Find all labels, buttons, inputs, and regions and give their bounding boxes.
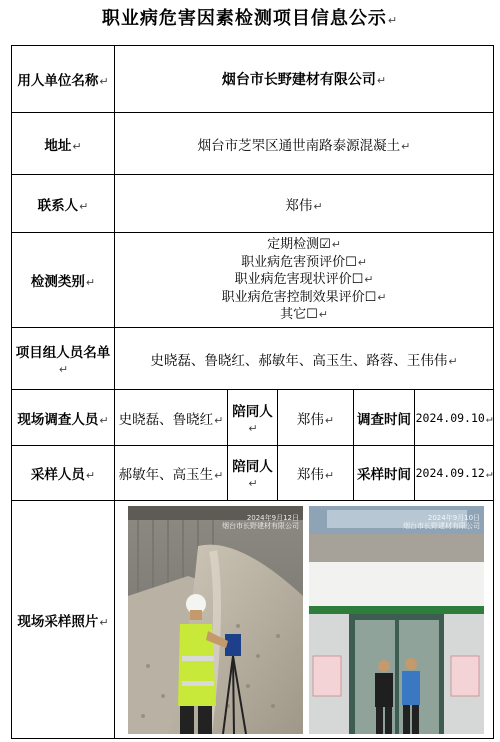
contact-value: 郑伟↵ <box>115 175 494 233</box>
sampling-photo <box>128 506 303 734</box>
sampling-accompany-label: 陪同人↵ <box>228 446 278 501</box>
survey-photo-watermark: 2024年9月10日 烟台市长野建材有限公司 <box>403 513 481 530</box>
team-value: 史晓磊、鲁晓红、郝敏年、高玉生、路蓉、王伟伟↵ <box>115 328 494 390</box>
survey-accompany-label: 陪同人↵ <box>228 390 278 446</box>
option-pre-eval: 职业病危害预评价☐↵ <box>241 254 367 270</box>
survey-people: 史晓磊、鲁晓红↵ <box>115 390 228 446</box>
sampling-people: 郝敏年、高玉生↵ <box>115 446 228 501</box>
contact-label: 联系人↵ <box>12 175 115 233</box>
sampling-label: 采样人员↵ <box>12 446 115 501</box>
address-value: 烟台市芝罘区通世南路泰源混凝土↵ <box>115 113 494 175</box>
survey-photo-image <box>309 506 484 734</box>
survey-time-label: 调查时间 <box>354 390 415 446</box>
sampling-accompany: 郑伟↵ <box>278 446 354 501</box>
row-sampling <box>12 446 494 501</box>
sampling-photo-watermark: 2024年9月12日 烟台市长野建材有限公司 <box>222 513 299 530</box>
sampling-time-label: 采样时间 <box>354 446 415 501</box>
survey-label: 现场调查人员↵ <box>12 390 115 446</box>
photos-label: 现场采样照片↵ <box>12 501 115 739</box>
row-address <box>12 113 494 175</box>
row-employer <box>12 46 494 113</box>
type-options <box>115 233 494 328</box>
option-periodic: 定期检测☑↵ <box>267 237 341 253</box>
sampling-time: 2024.09.12↵ <box>415 446 494 501</box>
employer-label: 用人单位名称↵ <box>12 46 115 113</box>
sampling-photo-image <box>128 506 303 734</box>
row-contact <box>12 175 494 233</box>
option-control-eval: 职业病危害控制效果评价☐↵ <box>221 289 387 305</box>
address-label: 地址↵ <box>12 113 115 175</box>
survey-accompany: 郑伟↵ <box>278 390 354 446</box>
option-other: 其它☐↵ <box>280 307 328 323</box>
photos-cell <box>115 501 494 739</box>
option-status-eval: 职业病危害现状评价☐↵ <box>234 272 374 288</box>
employer-value: 烟台市长野建材有限公司↵ <box>115 46 494 113</box>
row-team <box>12 328 494 390</box>
survey-time: 2024.09.10↵ <box>415 390 494 446</box>
row-photos <box>12 501 494 739</box>
team-label: 项目组人员名单↵ <box>12 328 115 390</box>
type-label: 检测类别↵ <box>12 233 115 328</box>
survey-photo <box>309 506 484 734</box>
page-title: 职业病危害因素检测项目信息公示↵ <box>101 8 399 29</box>
row-type <box>12 233 494 328</box>
row-survey <box>12 390 494 446</box>
info-table <box>11 45 494 739</box>
